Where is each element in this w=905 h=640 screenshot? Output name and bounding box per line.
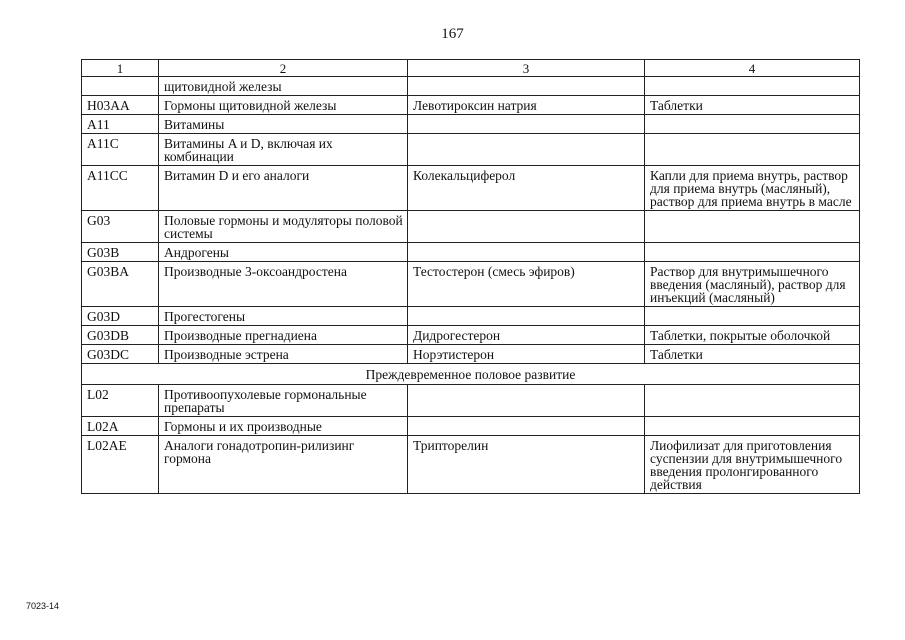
page-number: 167 bbox=[441, 26, 464, 42]
table-row bbox=[82, 166, 860, 211]
dosage-form-cell bbox=[645, 417, 860, 436]
table-header-row bbox=[82, 60, 860, 77]
column-header-2: 2 bbox=[159, 60, 408, 77]
dosage-form-cell: Таблетки bbox=[645, 345, 860, 364]
table-row bbox=[82, 211, 860, 243]
drug-name-cell bbox=[408, 115, 645, 134]
atc-code-cell: G03DC bbox=[82, 345, 159, 364]
group-name-cell: Витамин D и его аналоги bbox=[159, 166, 408, 211]
dosage-form-cell bbox=[645, 243, 860, 262]
group-name-cell: Производные эстрена bbox=[159, 345, 408, 364]
atc-code-cell: H03AA bbox=[82, 96, 159, 115]
atc-code-cell: G03 bbox=[82, 211, 159, 243]
atc-code-cell: G03B bbox=[82, 243, 159, 262]
dosage-form-cell bbox=[645, 134, 860, 166]
atc-code-cell: L02A bbox=[82, 417, 159, 436]
atc-code-cell: L02 bbox=[82, 385, 159, 417]
atc-code-cell: G03BA bbox=[82, 262, 159, 307]
drug-name-cell: Норэтистерон bbox=[408, 345, 645, 364]
dosage-form-cell: Таблетки, покрытые оболочкой bbox=[645, 326, 860, 345]
table-row bbox=[82, 436, 860, 494]
atc-code-cell: A11C bbox=[82, 134, 159, 166]
atc-code-cell: A11 bbox=[82, 115, 159, 134]
atc-code-cell: G03DB bbox=[82, 326, 159, 345]
atc-code-cell: G03D bbox=[82, 307, 159, 326]
drug-name-cell bbox=[408, 243, 645, 262]
drug-name-cell bbox=[408, 385, 645, 417]
group-name-cell: Гормоны щитовидной железы bbox=[159, 96, 408, 115]
column-header-3: 3 bbox=[408, 60, 645, 77]
group-name-cell: Производные 3-оксоандростена bbox=[159, 262, 408, 307]
table-row bbox=[82, 134, 860, 166]
group-name-cell: Витамины A и D, включая их комбинации bbox=[159, 134, 408, 166]
section-heading: Преждевременное половое развитие bbox=[82, 364, 860, 385]
dosage-form-cell: Таблетки bbox=[645, 96, 860, 115]
table-row bbox=[82, 307, 860, 326]
dosage-form-cell bbox=[645, 385, 860, 417]
group-name-cell: щитовидной железы bbox=[159, 77, 408, 96]
section-row bbox=[82, 364, 860, 385]
group-name-cell: Половые гормоны и модуляторы половой системы bbox=[159, 211, 408, 243]
group-name-cell: Прогестогены bbox=[159, 307, 408, 326]
group-name-cell: Аналоги гонадотропин-рилизинг гормона bbox=[159, 436, 408, 494]
drug-name-cell bbox=[408, 307, 645, 326]
group-name-cell: Производные прегнадиена bbox=[159, 326, 408, 345]
dosage-form-cell bbox=[645, 115, 860, 134]
column-header-4: 4 bbox=[645, 60, 860, 77]
dosage-form-cell bbox=[645, 77, 860, 96]
drug-name-cell: Тестостерон (смесь эфиров) bbox=[408, 262, 645, 307]
atc-code-cell: L02AE bbox=[82, 436, 159, 494]
group-name-cell: Гормоны и их производные bbox=[159, 417, 408, 436]
group-name-cell: Противоопухолевые гормональные препараты bbox=[159, 385, 408, 417]
medication-table bbox=[81, 59, 860, 494]
group-name-cell: Витамины bbox=[159, 115, 408, 134]
column-header-1: 1 bbox=[82, 60, 159, 77]
table-row bbox=[82, 262, 860, 307]
group-name-cell: Андрогены bbox=[159, 243, 408, 262]
table-row bbox=[82, 96, 860, 115]
table-row bbox=[82, 385, 860, 417]
drug-name-cell: Колекальциферол bbox=[408, 166, 645, 211]
table-row bbox=[82, 115, 860, 134]
table-row bbox=[82, 345, 860, 364]
drug-name-cell: Дидрогестерон bbox=[408, 326, 645, 345]
drug-name-cell: Трипторелин bbox=[408, 436, 645, 494]
atc-code-cell: A11CC bbox=[82, 166, 159, 211]
dosage-form-cell bbox=[645, 307, 860, 326]
drug-name-cell: Левотироксин натрия bbox=[408, 96, 645, 115]
drug-name-cell bbox=[408, 211, 645, 243]
table-row bbox=[82, 326, 860, 345]
table-row bbox=[82, 243, 860, 262]
table-row bbox=[82, 77, 860, 96]
drug-name-cell bbox=[408, 134, 645, 166]
drug-name-cell bbox=[408, 417, 645, 436]
dosage-form-cell: Лиофилизат для приготовления суспензии для внутримышечного введения пролонгированного действия bbox=[645, 436, 860, 494]
drug-name-cell bbox=[408, 77, 645, 96]
atc-code-cell bbox=[82, 77, 159, 96]
document-id: 7023-14 bbox=[26, 601, 60, 611]
table-row bbox=[82, 417, 860, 436]
dosage-form-cell: Капли для приема внутрь, раствор для приема внутрь (масляный), раствор для приема внутрь в масле bbox=[645, 166, 860, 211]
dosage-form-cell bbox=[645, 211, 860, 243]
dosage-form-cell: Раствор для внутримышечного введения (масляный), раствор для инъекций (масляный) bbox=[645, 262, 860, 307]
